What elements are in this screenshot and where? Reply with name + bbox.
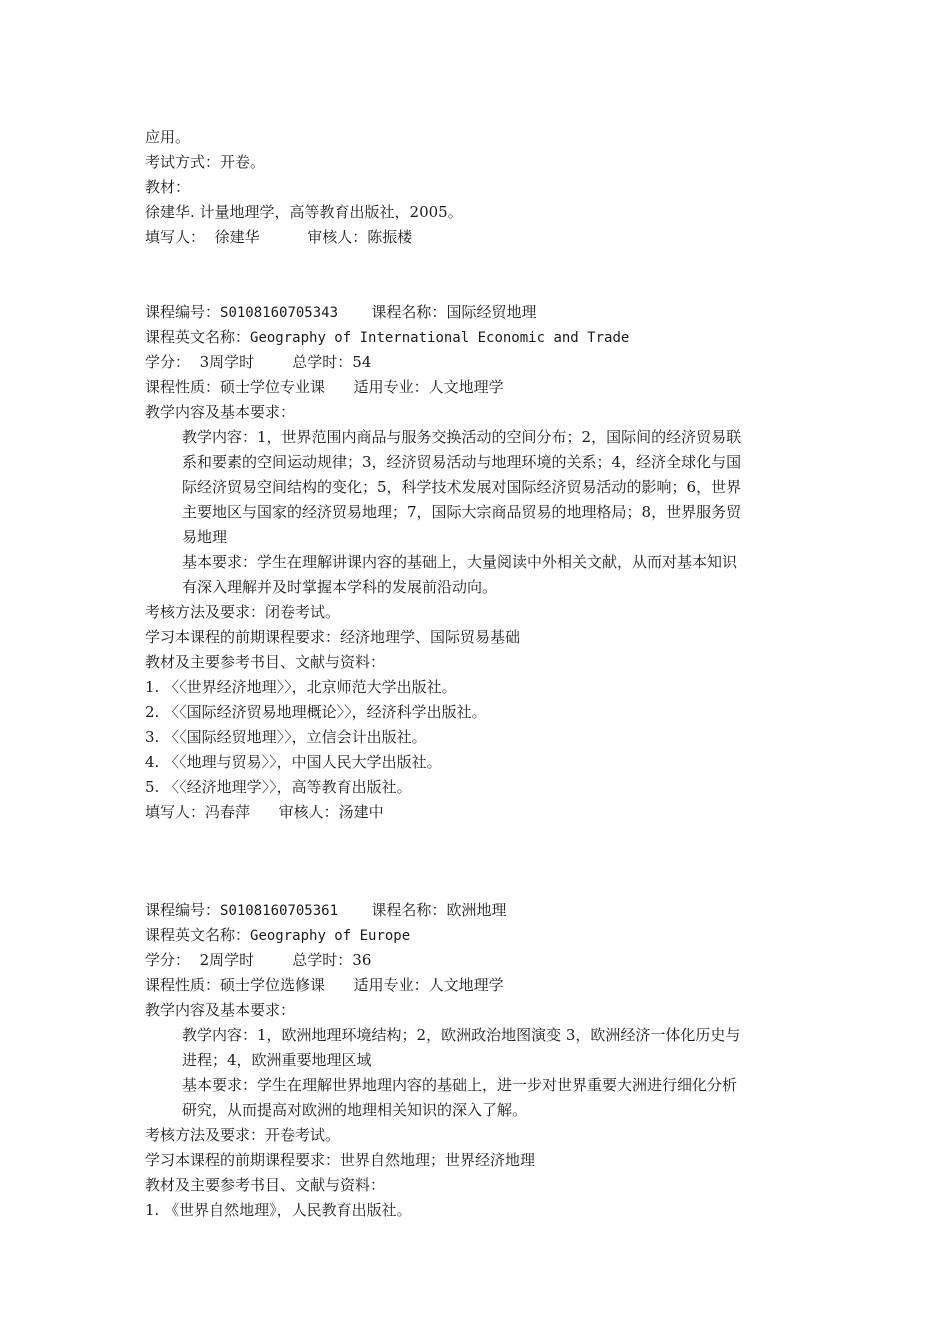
- reference-item: 3. 〈〈国际经贸地理〉〉，立信会计出版社。: [145, 728, 427, 746]
- filler-label: 填写人：: [145, 228, 206, 246]
- filler-name: 徐建华: [214, 228, 260, 246]
- reference-item: 5. 〈〈经济地理学〉〉，高等教育出版社。: [145, 778, 412, 796]
- major: 人文地理学: [428, 378, 504, 396]
- filler-label: 填写人：: [145, 803, 206, 821]
- major-label: 适用专业：: [353, 378, 429, 396]
- assessment-method: 考核方法及要求：开卷考试。: [145, 1126, 341, 1144]
- reference-item: 1. 《世界自然地理》，人民教育出版社。: [145, 1201, 412, 1219]
- course-code: S0108160705361: [220, 903, 339, 919]
- previous-content-tail: 应用。: [145, 128, 191, 146]
- course-nature: 硕士学位选修课: [220, 976, 326, 994]
- credit-label: 学分：: [145, 951, 191, 969]
- course-code-line: [145, 900, 506, 920]
- filler-reviewer-line: [145, 802, 384, 822]
- content-heading: 教学内容及基本要求：: [145, 1001, 296, 1019]
- content-text-line: 系和要素的空间运动规律；3，经济贸易活动与地理环境的关系；4，经济全球化与国: [182, 453, 742, 471]
- requirement-text-line: 研究，从而提高对欧洲的地理相关知识的深入了解。: [182, 1101, 528, 1119]
- reviewer-label: 审核人：: [307, 228, 368, 246]
- exam-method: 考试方式：开卷。: [145, 153, 266, 171]
- course-name: 国际经贸地理: [446, 303, 537, 321]
- references-heading: 教材及主要参考书目、文献与资料：: [145, 1176, 386, 1194]
- reviewer-name: 汤建中: [338, 803, 384, 821]
- course-code-line: [145, 302, 536, 322]
- major: 人文地理学: [428, 976, 504, 994]
- course-code: S0108160705343: [220, 305, 339, 321]
- textbook-label: 教材：: [145, 178, 191, 196]
- course-english-name-line: [145, 327, 629, 347]
- total-hours-value: 54: [352, 353, 372, 371]
- content-text-line: 教学内容：1，欧洲地理环境结构；2，欧洲政治地图演变 3，欧洲经济一体化历史与: [182, 1026, 741, 1044]
- filler-name: 冯春萍: [205, 803, 251, 821]
- prerequisite-courses: 学习本课程的前期课程要求：世界自然地理；世界经济地理: [145, 1151, 536, 1169]
- total-hours-label: 总学时：: [292, 951, 353, 969]
- reviewer-name: 陈振楼: [367, 228, 413, 246]
- course-nature-label: 课程性质：: [145, 378, 221, 396]
- course-name-label: 课程名称：: [371, 303, 447, 321]
- course-name-label: 课程名称：: [371, 901, 447, 919]
- course-nature-label: 课程性质：: [145, 976, 221, 994]
- textbook-entry: 徐建华. 计量地理学，高等教育出版社，2005。: [145, 203, 463, 221]
- content-text-line: 易地理: [182, 528, 228, 546]
- requirement-text-line: 基本要求：学生在理解世界地理内容的基础上，进一步对世界重要大洲进行细化分析: [182, 1076, 738, 1094]
- course-nature-line: [145, 377, 504, 397]
- assessment-method: 考核方法及要求：闭卷考试。: [145, 603, 341, 621]
- references-heading: 教材及主要参考书目、文献与资料：: [145, 653, 386, 671]
- credit-line: [145, 352, 371, 372]
- major-label: 适用专业：: [353, 976, 429, 994]
- total-hours-label: 总学时：: [292, 353, 353, 371]
- total-hours-value: 36: [352, 951, 372, 969]
- content-text-line: 进程；4，欧洲重要地理区域: [182, 1051, 372, 1069]
- content-text-line: 主要地区与国家的经济贸易地理；7，国际大宗商品贸易的地理格局；8，世界服务贸: [182, 503, 742, 521]
- filler-reviewer-line: [145, 227, 412, 247]
- reference-item: 2. 〈〈国际经济贸易地理概论〉〉，经济科学出版社。: [145, 703, 487, 721]
- course-english-label: 课程英文名称：: [145, 926, 251, 944]
- reviewer-label: 审核人：: [278, 803, 339, 821]
- content-text-line: 际经济贸易空间结构的变化；5，科学技术发展对国际经济贸易活动的影响；6，世界: [182, 478, 742, 496]
- course-english-name: Geography of Europe: [250, 928, 411, 944]
- course-english-label: 课程英文名称：: [145, 328, 251, 346]
- content-heading: 教学内容及基本要求：: [145, 403, 296, 421]
- content-text-line: 教学内容：1，世界范围内商品与服务交换活动的空间分布；2，国际间的经济贸易联: [182, 428, 742, 446]
- credit-value: 3周学时: [199, 353, 255, 371]
- credit-label: 学分：: [145, 353, 191, 371]
- course-nature: 硕士学位专业课: [220, 378, 326, 396]
- credit-value: 2周学时: [199, 951, 255, 969]
- credit-line: [145, 950, 371, 970]
- course-code-label: 课程编号：: [145, 901, 221, 919]
- prerequisite-courses: 学习本课程的前期课程要求：经济地理学、国际贸易基础: [145, 628, 521, 646]
- requirement-text-line: 有深入理解并及时掌握本学科的发展前沿动向。: [182, 578, 498, 596]
- requirement-text-line: 基本要求：学生在理解讲课内容的基础上，大量阅读中外相关文献，从而对基本知识: [182, 553, 738, 571]
- course-code-label: 课程编号：: [145, 303, 221, 321]
- course-name: 欧洲地理: [446, 901, 507, 919]
- course-nature-line: [145, 975, 504, 995]
- reference-item: 1. 〈〈世界经济地理〉〉，北京师范大学出版社。: [145, 678, 457, 696]
- course-english-name-line: [145, 925, 410, 945]
- reference-item: 4. 〈〈地理与贸易〉〉，中国人民大学出版社。: [145, 753, 442, 771]
- course-english-name: Geography of International Economic and Trade: [250, 330, 630, 346]
